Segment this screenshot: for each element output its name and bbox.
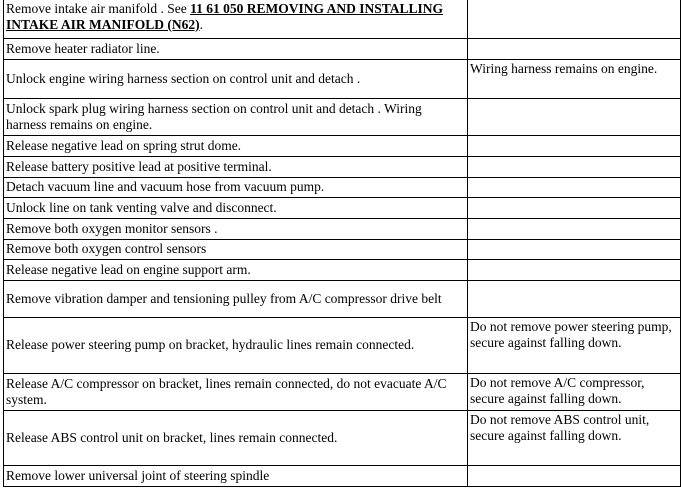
note-cell bbox=[468, 0, 681, 38]
step-cell: Remove vibration damper and tensioning pulley from A/C compressor drive belt bbox=[4, 280, 468, 317]
note-cell bbox=[468, 280, 681, 317]
table-row bbox=[4, 259, 681, 280]
table-row bbox=[4, 0, 681, 38]
step-cell: Unlock engine wiring harness section on control unit and detach . bbox=[4, 59, 468, 98]
note-cell bbox=[468, 156, 681, 177]
step-cell: Release ABS control unit on bracket, lines remain connected. bbox=[4, 410, 468, 465]
note-cell bbox=[468, 197, 681, 218]
step-cell: Remove lower universal joint of steering spindle bbox=[4, 465, 468, 486]
note-cell: Do not remove A/C compressor, secure against falling down. bbox=[468, 373, 681, 410]
table-row bbox=[4, 239, 681, 259]
step-cell: Unlock line on tank venting valve and disconnect. bbox=[4, 197, 468, 218]
step-cell: Release negative lead on spring strut dome. bbox=[4, 135, 468, 156]
table-row bbox=[4, 98, 681, 135]
table-row bbox=[4, 317, 681, 373]
table-row bbox=[4, 59, 681, 98]
note-cell: Do not remove power steering pump, secure against falling down. bbox=[468, 317, 681, 373]
note-cell bbox=[468, 38, 681, 59]
reference-link[interactable]: 11 61 050 REMOVING AND INSTALLING INTAKE AIR MANIFOLD (N62) bbox=[6, 1, 443, 32]
step-cell: Remove both oxygen monitor sensors . bbox=[4, 218, 468, 239]
table-row bbox=[4, 280, 681, 317]
table-row bbox=[4, 135, 681, 156]
procedure-table bbox=[3, 0, 681, 487]
table-row bbox=[4, 373, 681, 410]
table-row bbox=[4, 218, 681, 239]
note-cell bbox=[468, 98, 681, 135]
note-cell bbox=[468, 239, 681, 259]
note-cell bbox=[468, 259, 681, 280]
note-cell: Wiring harness remains on engine. bbox=[468, 59, 681, 98]
step-text-suffix: . bbox=[199, 17, 204, 32]
note-cell bbox=[468, 135, 681, 156]
table-row bbox=[4, 410, 681, 465]
note-cell bbox=[468, 465, 681, 486]
step-cell: Remove heater radiator line. bbox=[4, 38, 468, 59]
table-row bbox=[4, 197, 681, 218]
step-cell bbox=[4, 0, 468, 38]
step-cell: Remove both oxygen control sensors bbox=[4, 239, 468, 259]
step-cell: Release A/C compressor on bracket, lines remain connected, do not evacuate A/C system. bbox=[4, 373, 468, 410]
step-cell: Release negative lead on engine support arm. bbox=[4, 259, 468, 280]
note-cell bbox=[468, 218, 681, 239]
table-row bbox=[4, 156, 681, 177]
table-row bbox=[4, 38, 681, 59]
table-row bbox=[4, 177, 681, 197]
step-cell: Release battery positive lead at positive terminal. bbox=[4, 156, 468, 177]
note-cell bbox=[468, 177, 681, 197]
step-cell: Release power steering pump on bracket, hydraulic lines remain connected. bbox=[4, 317, 468, 373]
step-cell: Detach vacuum line and vacuum hose from vacuum pump. bbox=[4, 177, 468, 197]
step-cell: Unlock spark plug wiring harness section on control unit and detach . Wiring harness remains on engine. bbox=[4, 98, 468, 135]
step-text: Remove intake air manifold . See bbox=[6, 1, 191, 16]
table-row bbox=[4, 465, 681, 486]
note-cell: Do not remove ABS control unit, secure against falling down. bbox=[468, 410, 681, 465]
